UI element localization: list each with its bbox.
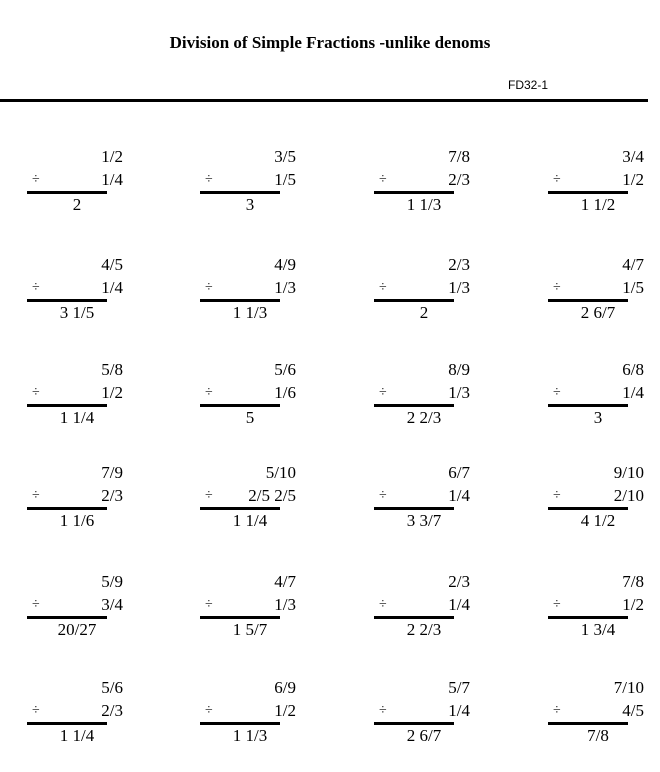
answer-line [374,404,454,407]
answer: 4 1/2 [580,511,616,530]
answer-line [27,191,107,194]
dividend: 6/8 [622,360,644,379]
division-problem [374,463,484,543]
divisor: 2/5 2/5 [248,486,296,505]
answer: 1 1/4 [232,511,268,530]
dividend: 9/10 [613,463,644,482]
dividend: 7/8 [448,147,470,166]
divisor: 3/4 [101,595,123,614]
divisor: 2/3 [101,486,123,505]
answer-line [374,616,454,619]
divisor: 1/3 [448,383,470,402]
divisor: 1/3 [448,278,470,297]
division-problem [548,147,658,227]
dividend: 5/8 [101,360,123,379]
division-sign: ÷ [553,172,561,187]
division-sign: ÷ [205,488,213,503]
dividend: 5/6 [101,678,123,697]
divisor: 1/4 [101,170,123,189]
division-sign: ÷ [553,703,561,718]
answer: 1 1/4 [59,726,95,745]
divisor: 2/3 [101,701,123,720]
answer-line [27,299,107,302]
answer-line [200,299,280,302]
division-sign: ÷ [379,703,387,718]
worksheet-code: FD32-1 [508,78,549,92]
divisor: 2/3 [448,170,470,189]
dividend: 5/9 [101,572,123,591]
answer: 20/27 [57,620,97,639]
division-sign: ÷ [205,280,213,295]
answer-line [200,616,280,619]
division-sign: ÷ [32,488,40,503]
answer-line [27,722,107,725]
division-problem [374,255,484,335]
answer: 1 1/3 [232,303,268,322]
answer: 5 [245,408,255,427]
answer-line [27,616,107,619]
division-problem [27,463,137,543]
answer: 7/8 [587,726,609,745]
division-problem [374,147,484,227]
division-sign: ÷ [379,280,387,295]
divisor: 2/10 [613,486,644,505]
division-sign: ÷ [205,172,213,187]
divisor: 1/4 [101,278,123,297]
answer: 2 [419,303,429,322]
division-sign: ÷ [379,488,387,503]
division-sign: ÷ [32,703,40,718]
division-problem [27,572,137,652]
answer: 1 3/4 [580,620,616,639]
divisor: 1/4 [448,701,470,720]
dividend: 7/9 [101,463,123,482]
answer-line [374,191,454,194]
answer: 2 6/7 [580,303,616,322]
division-problem [27,360,137,440]
division-problem [374,360,484,440]
division-sign: ÷ [379,172,387,187]
dividend: 1/2 [101,147,123,166]
divisor: 1/2 [622,595,644,614]
division-sign: ÷ [553,488,561,503]
division-problem [548,463,658,543]
dividend: 7/10 [613,678,644,697]
division-sign: ÷ [205,385,213,400]
division-problem [548,255,658,335]
divisor: 1/5 [622,278,644,297]
divisor: 1/2 [622,170,644,189]
division-sign: ÷ [379,385,387,400]
dividend: 2/3 [448,255,470,274]
dividend: 4/7 [274,572,296,591]
dividend: 6/7 [448,463,470,482]
dividend: 5/6 [274,360,296,379]
divisor: 1/6 [274,383,296,402]
answer: 3 1/5 [59,303,95,322]
dividend: 2/3 [448,572,470,591]
answer: 1 1/6 [59,511,95,530]
division-problem [374,572,484,652]
answer-line [374,299,454,302]
division-sign: ÷ [553,597,561,612]
answer: 1 1/3 [406,195,442,214]
dividend: 4/5 [101,255,123,274]
answer-line [548,507,628,510]
divisor: 4/5 [622,701,644,720]
answer: 1 1/3 [232,726,268,745]
answer-line [200,404,280,407]
dividend: 5/10 [265,463,296,482]
answer-line [200,507,280,510]
division-sign: ÷ [553,280,561,295]
answer-line [548,404,628,407]
answer: 1 1/4 [59,408,95,427]
answer-line [374,507,454,510]
answer-line [374,722,454,725]
divisor: 1/2 [101,383,123,402]
division-problem [548,678,658,758]
divisor: 1/4 [448,486,470,505]
division-problem [200,255,310,335]
answer-line [200,191,280,194]
dividend: 7/8 [622,572,644,591]
answer-line [548,722,628,725]
dividend: 6/9 [274,678,296,697]
division-problem [548,572,658,652]
division-problem [200,572,310,652]
answer-line [548,616,628,619]
division-sign: ÷ [205,597,213,612]
division-problem [200,678,310,758]
divisor: 1/2 [274,701,296,720]
division-sign: ÷ [32,385,40,400]
division-problem [27,255,137,335]
divisor: 1/4 [622,383,644,402]
dividend: 4/9 [274,255,296,274]
answer: 1 5/7 [232,620,268,639]
division-sign: ÷ [553,385,561,400]
answer: 1 1/2 [580,195,616,214]
division-problem [548,360,658,440]
answer-line [548,299,628,302]
answer-line [200,722,280,725]
division-sign: ÷ [205,703,213,718]
dividend: 3/5 [274,147,296,166]
dividend: 5/7 [448,678,470,697]
division-sign: ÷ [379,597,387,612]
division-problem [200,360,310,440]
dividend: 4/7 [622,255,644,274]
divisor: 1/5 [274,170,296,189]
dividend: 3/4 [622,147,644,166]
answer-line [27,507,107,510]
dividend: 8/9 [448,360,470,379]
answer-line [548,191,628,194]
divisor: 1/3 [274,595,296,614]
division-problem [200,147,310,227]
page-title: Division of Simple Fractions -unlike denoms [169,33,491,52]
answer: 3 [593,408,603,427]
answer: 2 2/3 [406,408,442,427]
answer-line [27,404,107,407]
division-sign: ÷ [32,172,40,187]
answer: 2 2/3 [406,620,442,639]
division-sign: ÷ [32,280,40,295]
division-problem [374,678,484,758]
answer: 3 3/7 [406,511,442,530]
answer: 2 [72,195,82,214]
division-problem [27,678,137,758]
divisor: 1/3 [274,278,296,297]
division-problem [200,463,310,543]
answer: 3 [245,195,255,214]
answer: 2 6/7 [406,726,442,745]
division-sign: ÷ [32,597,40,612]
header-divider [0,99,648,102]
division-problem [27,147,137,227]
divisor: 1/4 [448,595,470,614]
